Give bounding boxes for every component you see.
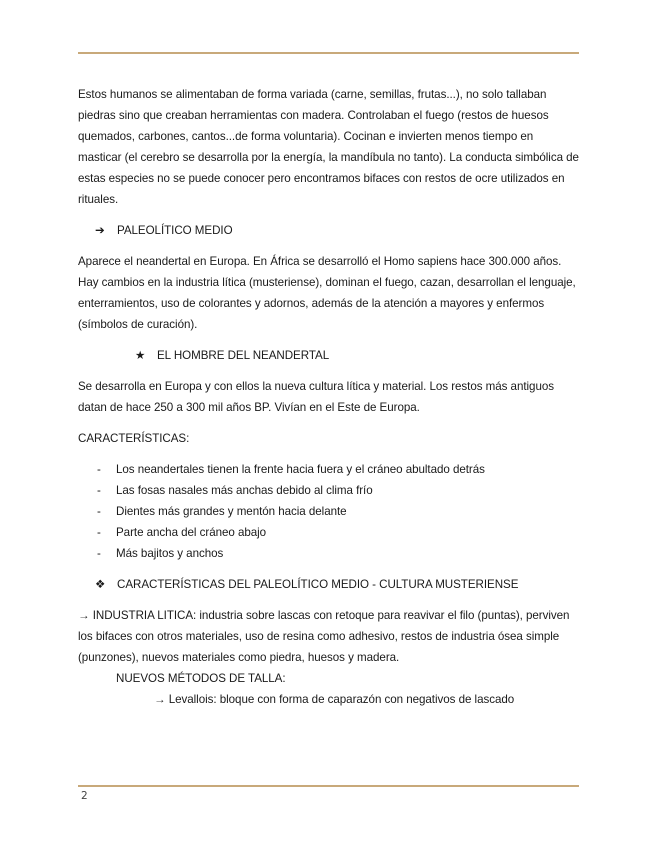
paragraph-hombre-neandertal: Se desarrolla en Europa y con ellos la nueva cultura lítica y material. Los restos más antiguos datan de hace 250 a 300 mil años BP. Vivían en el Este de Europa. xyxy=(78,380,554,414)
levallois-item: → Levallois: bloque con forma de caparazón con negativos de lascado xyxy=(154,693,515,706)
list-item: - Parte ancha del cráneo abajo xyxy=(97,526,267,539)
nuevos-metodos-label: NUEVOS MÉTODOS DE TALLA: xyxy=(116,672,286,685)
heading-text: CARACTERÍSTICAS DEL PALEOLÍTICO MEDIO - CULTURA MUSTERIENSE xyxy=(117,578,519,591)
paragraph-intro: Estos humanos se alimentaban de forma variada (carne, semillas, frutas...), no solo tallaban piedras sino que creaban herramientas con madera. Controlaban el fuego (restos de huesos quemados, carbones, cantos...de forma voluntaria). Cocinan e invierten menos tiempo en masticar (el cerebro se desarrolla por la energía, la mandíbula no tanto). La conducta simbólica de estas especies no se puede conocer pero encontramos bifaces con restos de ocre utilizados en rituales. xyxy=(78,88,579,206)
list-item: - Dientes más grandes y mentón hacia delante xyxy=(97,505,347,518)
caracteristicas-list xyxy=(78,459,579,564)
list-item: - Más bajitos y anchos xyxy=(97,547,224,560)
page-number: 2 xyxy=(81,790,88,802)
heading-text: EL HOMBRE DEL NEANDERTAL xyxy=(157,349,330,362)
list-item: - Las fosas nasales más anchas debido al clima frío xyxy=(97,484,373,497)
heading-paleolitico-medio xyxy=(78,220,579,241)
heading-hombre-neandertal xyxy=(78,345,579,366)
heading-cultura-musteriense xyxy=(78,574,579,595)
star-icon: ★ xyxy=(135,349,146,362)
list-item: - Los neandertales tienen la frente hacia fuera y el cráneo abultado detrás xyxy=(97,463,485,476)
arrow-icon: ➔ xyxy=(95,224,105,237)
footer-rule xyxy=(78,785,579,787)
paragraph-neandertal-europa: Aparece el neandertal en Europa. En África se desarrolló el Homo sapiens hace 300.000 años. Hay cambios en la industria lítica (musteriense), dominan el fuego, cazan, desarrollan el lenguaje, enterramientos, uso de colorantes y adornos, además de la atención a mayores y enfermos (símbolos de curación). xyxy=(78,255,576,331)
document-body xyxy=(78,84,579,710)
diamond-icon: ❖ xyxy=(95,578,106,591)
caracteristicas-label: CARACTERÍSTICAS: xyxy=(78,432,190,445)
heading-text: PALEOLÍTICO MEDIO xyxy=(117,224,233,237)
paragraph-industria-litica: → INDUSTRIA LITICA: industria sobre lascas con retoque para reavivar el filo (puntas), perviven los bifaces con otros materiales, uso de resina como adhesivo, restos de industria ósea simple (punzones), nuevos materiales como piedra, huesos y madera. xyxy=(78,609,570,664)
header-rule xyxy=(78,52,579,54)
